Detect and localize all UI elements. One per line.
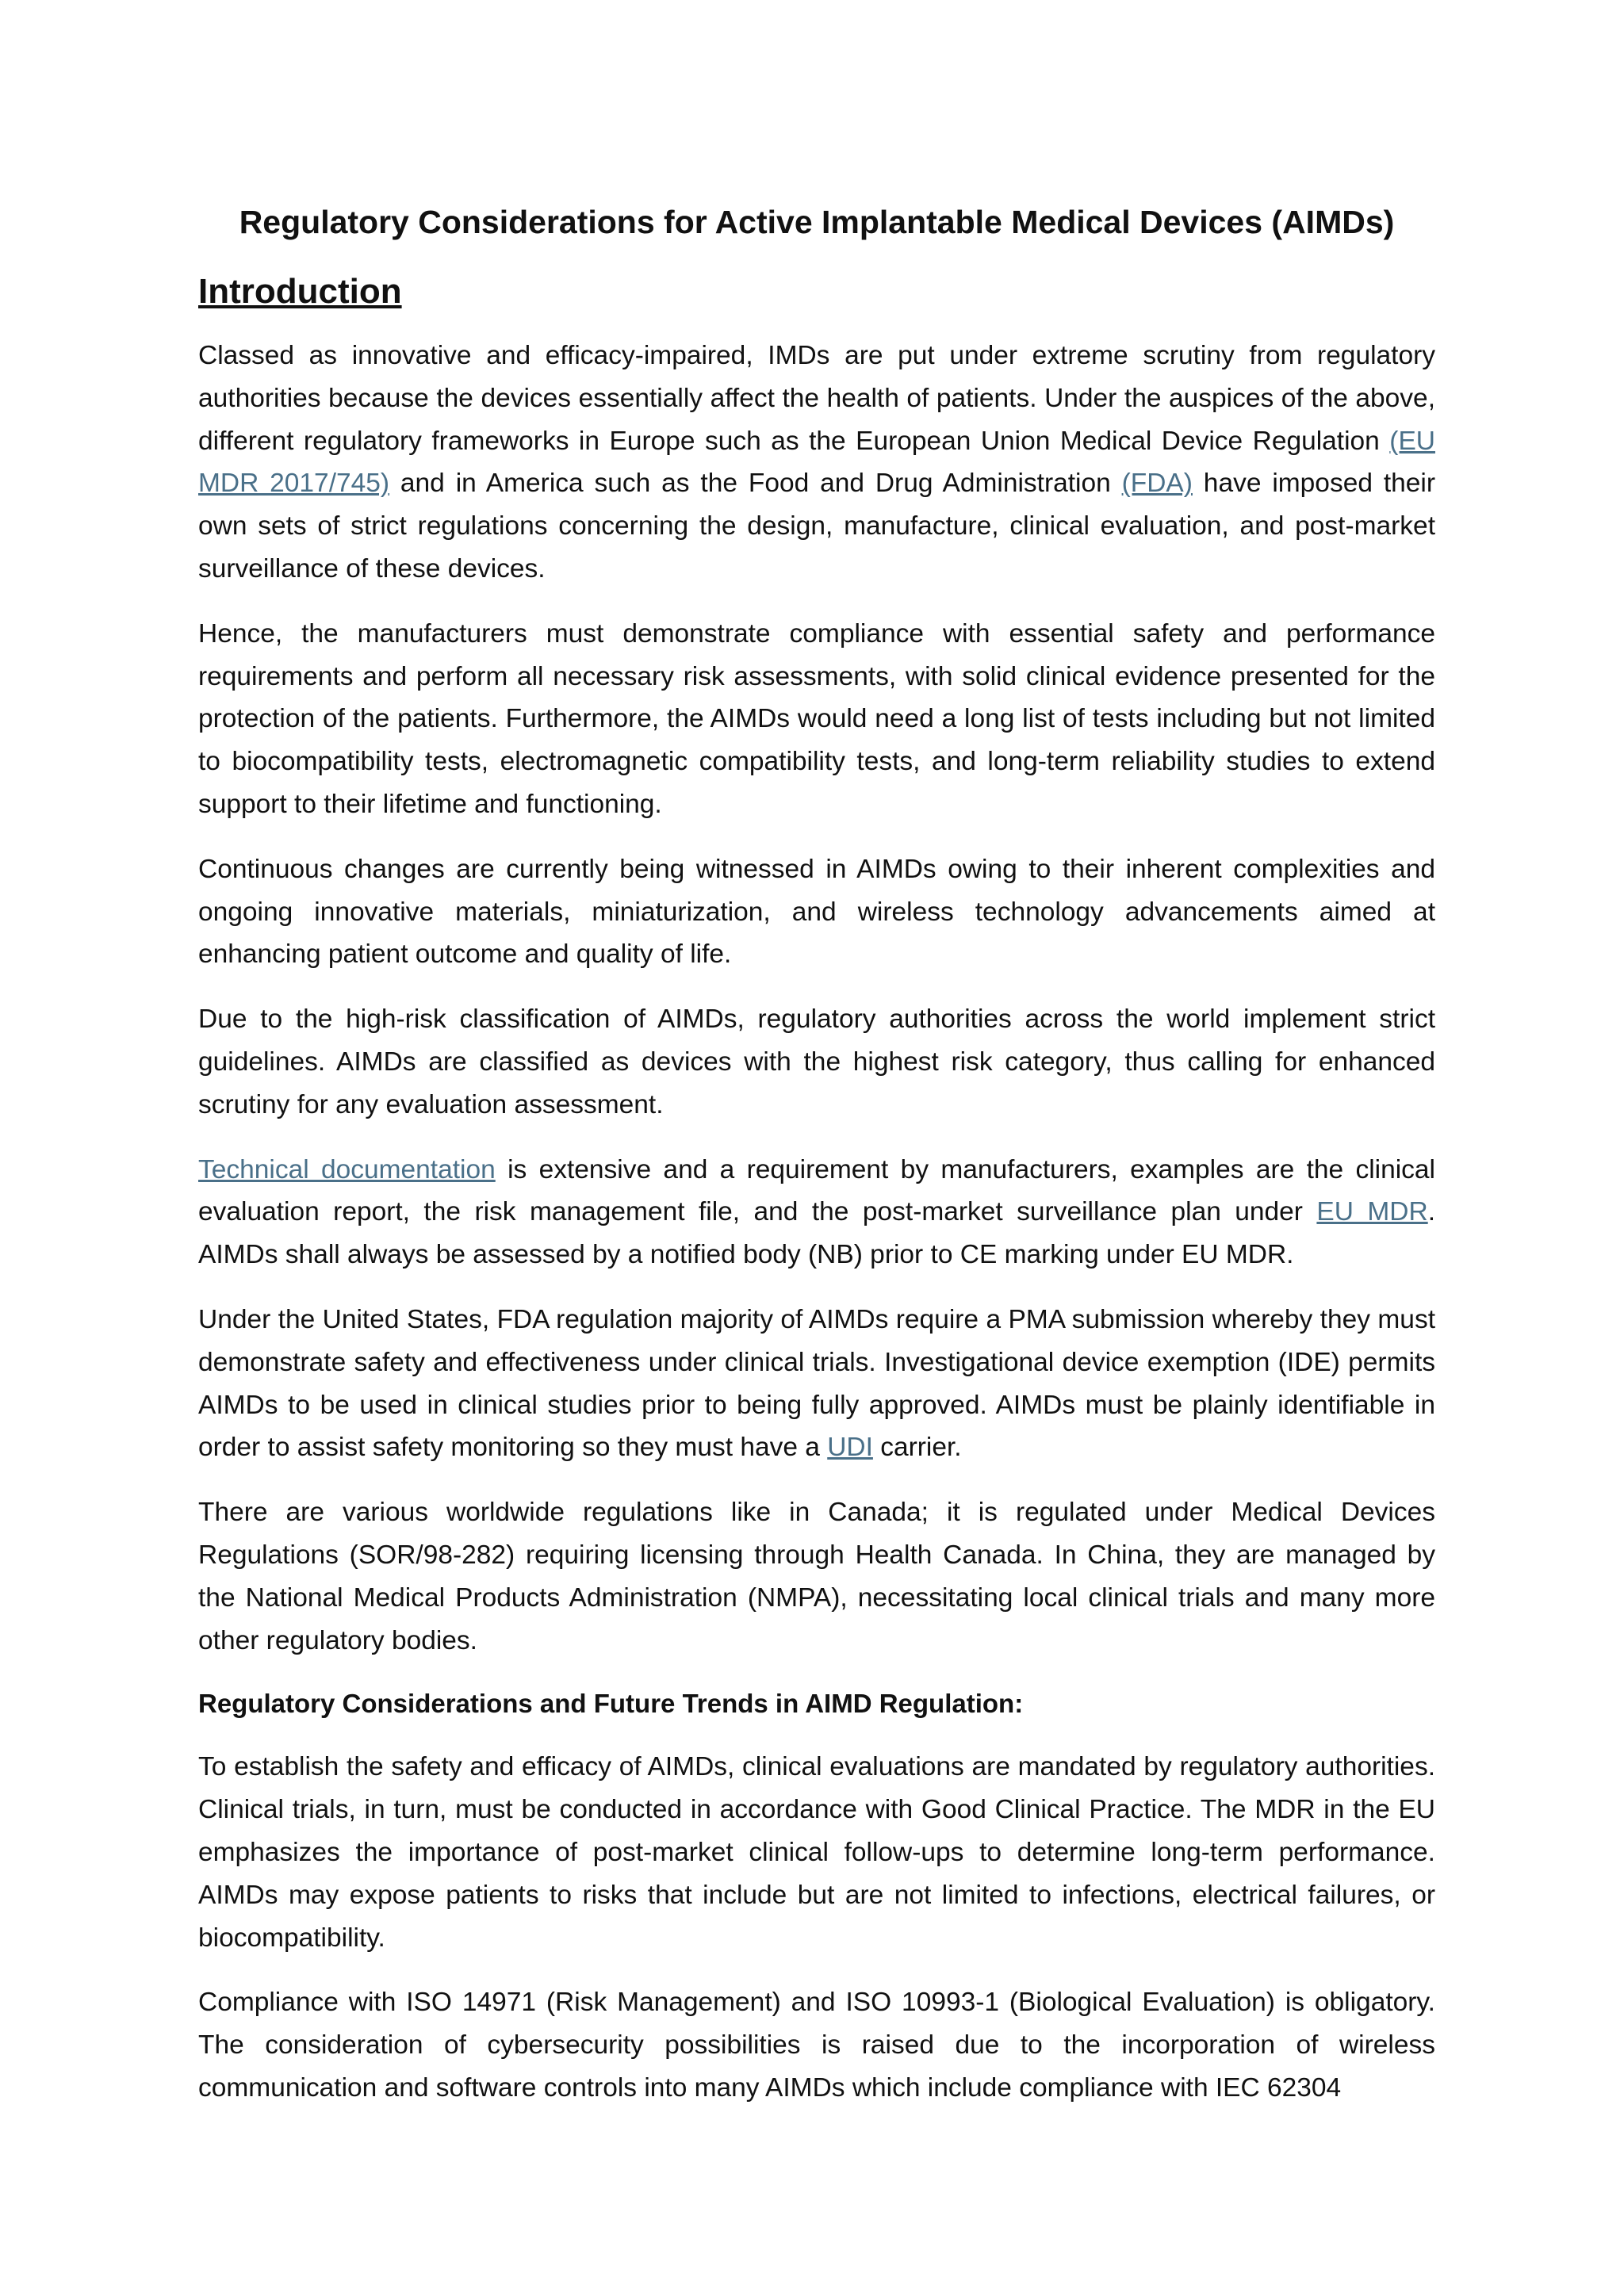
paragraph-compliance: Hence, the manufacturers must demonstrate compliance with essential safety and performance requirements and perform all necessary risk assessments, with solid clinical evidence presented for the protection of the patients. Furthermore, the AIMDs would need a long list of tests including but not limited to biocompatibility tests, electromagnetic compatibility tests, and long-term reliability studies to extend support to their lifetime and functioning. xyxy=(198,618,1435,819)
technical-documentation-link[interactable]: Technical documentation xyxy=(198,1154,496,1184)
paragraph-intro xyxy=(198,335,1435,591)
paragraph-text: Under the United States, FDA regulation majority of AIMDs require a PMA submission whereby they must demonstrate safety and effectiveness under clinical trials. Investigational device exemption (IDE) permits AIMDs to be used in clinical studies prior to being fully approved. AIMDs must be plainly identifiable in order to assist safety monitoring so they must have a xyxy=(198,1304,1435,1463)
eu-mdr-link[interactable]: EU MDR xyxy=(1316,1197,1428,1227)
intro-heading: Introduction xyxy=(198,272,402,311)
udi-link[interactable]: UDI xyxy=(827,1433,873,1463)
paragraph-worldwide-regulations: There are various worldwide regulations like in Canada; it is regulated under Medical Devices Regulations (SOR/98-282) requiring licensing through Health Canada. In China, they are managed by the National Medical Products Administration (NMPA), necessitating local clinical trials and many more other regulatory bodies. xyxy=(198,1498,1435,1655)
document-title: Regulatory Considerations for Active Implantable Medical Devices (AIMDs) xyxy=(239,204,1395,240)
future-trends-heading: Regulatory Considerations and Future Trends in AIMD Regulation: xyxy=(198,1689,1024,1719)
paragraph-text: . AIMDs shall always be assessed by a notified body (NB) prior to CE marking under EU MDR. xyxy=(198,1197,1435,1270)
document-page xyxy=(198,198,1435,2110)
paragraph-continuous-changes: Continuous changes are currently being witnessed in AIMDs owing to their inherent complexities and ongoing innovative materials, miniaturization, and wireless technology advancements aimed at enhancing patient outcome and quality of life. xyxy=(198,854,1435,970)
paragraph-text: Classed as innovative and efficacy-impaired, IMDs are put under extreme scrutiny from regulatory authorities because the devices essentially affect the health of patients. Under the auspices of the above, different regulatory frameworks in Europe such as the European Union Medical Device Regulation xyxy=(198,341,1435,456)
paragraph-technical-documentation xyxy=(198,1149,1435,1276)
paragraph-us-fda xyxy=(198,1299,1435,1469)
paragraph-text: have imposed their own sets of strict regulations concerning the design, manufacture, clinical evaluation, and post-market surveillance of these devices. xyxy=(198,469,1435,584)
paragraph-iso-compliance: Compliance with ISO 14971 (Risk Management) and ISO 10993-1 (Biological Evaluation) is obligatory. The consideration of cybersecurity possibilities is raised due to the incorporation of wireless communication and software controls into many AIMDs which include compliance with IEC 62304 xyxy=(198,1988,1435,2103)
paragraph-clinical-evaluations: To establish the safety and efficacy of AIMDs, clinical evaluations are mandated by regulatory authorities. Clinical trials, in turn, must be conducted in accordance with Good Clinical Practice. The MDR in the EU emphasizes the importance of post-market clinical follow-ups to determine long-term performance. AIMDs may expose patients to risks that include but are not limited to infections, electrical failures, or biocompatibility. xyxy=(198,1752,1435,1953)
fda-link[interactable]: (FDA) xyxy=(1121,469,1193,499)
eu-mdr-2017-745-link[interactable]: (EU MDR 2017/745) xyxy=(198,426,1435,499)
paragraph-text: is extensive and a requirement by manufacturers, examples are the clinical evaluation report, the risk management file, and the post-market surveillance plan under xyxy=(198,1154,1435,1227)
paragraph-text: and in America such as the Food and Drug Administration xyxy=(389,469,1122,499)
paragraph-text: carrier. xyxy=(872,1433,962,1463)
paragraph-high-risk: Due to the high-risk classification of AIMDs, regulatory authorities across the world implement strict guidelines. AIMDs are classified as devices with the highest risk category, thus calling for enhanced scrutiny for any evaluation assessment. xyxy=(198,1004,1435,1119)
